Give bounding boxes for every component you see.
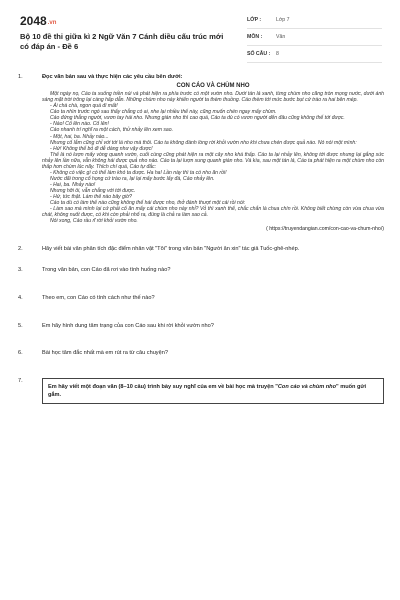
question-3 bbox=[18, 267, 384, 275]
question-number: 1. bbox=[18, 74, 23, 80]
source-citation: ( https://truyendangian.com/con-cao-va-chum-nho/) bbox=[266, 226, 384, 233]
story-paragraph: Cáo đứng thẳng người, vươn tay hái nho. Nhưng giàn nho thì cao quá, Cáo ta dù có vươn người dến đâu cũng không thể tới được. bbox=[50, 115, 345, 122]
story-paragraph: - Hai, ba. Nhảy nào! bbox=[50, 181, 96, 188]
story-paragraph: - Làm sao mà mình lại cứ phải cố ăn mấy cái chùm nho này nhỉ? Vỏ thì xanh thế, chắc chắn là chua chín rồi. Không biết chừng còn vừa chua vừa chát, không nuốt được, có khi còn phải nhổ ra, đúng là chả ra làm sao cả. bbox=[42, 206, 384, 219]
question-list bbox=[18, 74, 384, 404]
question-7 bbox=[18, 378, 384, 404]
meta-row-subject: MÔN : Văn bbox=[247, 29, 382, 46]
story-paragraph: - Không có việc gì có thể làm khó ta được. Ha ha! Lần này thì ta có nho ăn rồi! bbox=[50, 169, 227, 176]
question-heading: Đọc văn bản sau và thực hiện các yêu cầu bên dưới: bbox=[42, 74, 183, 80]
story-paragraph: Nước dãi trong cổ họng cứ trào ra, lại lại mấy bước lấy đà, Cáo nhảy lên. bbox=[50, 175, 215, 182]
story-paragraph: Cáo nhanh trí nghĩ ra một cách, thử nhảy lên xem sao. bbox=[50, 127, 173, 134]
question-text: Trong văn bản, con Cáo đã rơi vào tình huống nào? bbox=[42, 267, 171, 274]
story-title: CON CÁO VÀ CHÙM NHO bbox=[176, 82, 250, 89]
story-text bbox=[42, 91, 384, 224]
question-number: 6. bbox=[18, 350, 23, 357]
question-text: Hãy viết bài văn phân tích đặc điểm nhân vật "Tôi" trong văn bản "Người ăn xin" tác giả Tuốc-ghê-nhép. bbox=[42, 245, 300, 252]
story-paragraph: - Ái chà chà, ngon quá đi mất! bbox=[50, 103, 118, 110]
story-paragraph: - Hứ! Không thể bỏ đi dễ dàng như vậy được! bbox=[50, 145, 153, 152]
question-2 bbox=[18, 246, 384, 254]
question-7-box: Em hãy viết một đoạn văn (8–10 câu) trình bày suy nghĩ của em về bài học mà truyện "Con cáo và chùm nho" muốn gửi gắm. bbox=[42, 378, 384, 404]
site-logo[interactable]: 2048.vn bbox=[20, 14, 57, 28]
document-title: Bộ 10 đề thi giữa kì 2 Ngữ Văn 7 Cánh diều cấu trúc mới có đáp án - Đề 6 bbox=[20, 32, 224, 51]
story-paragraph: Cáo ta dù có làm thế nào cũng không thể hái được nho, thở đánh thượt một cái rồi nói: bbox=[50, 200, 246, 207]
meta-table bbox=[247, 12, 382, 63]
story-paragraph: Nhưng hỡi ôi, vẫn chẳng với tới được. bbox=[50, 187, 136, 194]
question-number: 3. bbox=[18, 267, 23, 274]
question-number: 2. bbox=[18, 245, 23, 252]
story-paragraph: - Nào! Cố lên nào. Cố lên! bbox=[50, 121, 109, 128]
story-paragraph: Thế là nó lượn mấy vòng quanh vườn, cuối cùng cũng phát hiện ra một cây nho khá thấp. Cáo ta lại nhảy lên, không tới được nhưng lại gắng sức nhảy lên lần nữa, vẫn không hái được quả nho nào. Cáo ta lại lượn xung quanh giàn nho. Và kìa, sau một tán lá, Cáo ta phát hiện ra một chùm nho còn thấp hơn chùm lúc nãy. Thích chí quá, Cáo tự đắc: bbox=[42, 151, 384, 170]
question-number: 4. bbox=[18, 295, 23, 301]
question-text: Theo em, con Cáo có tính cách như thế nào? bbox=[42, 295, 155, 301]
story-paragraph: - Hứ, tức thật. Làm thế nào bây giờ? bbox=[50, 193, 133, 200]
story-paragraph: Nói xong, Cáo rầu rĩ rời khỏi vườn nho. bbox=[50, 218, 138, 225]
question-6 bbox=[18, 350, 384, 358]
story-paragraph: Một ngày nọ, Cáo ta xuống triền núi và phát hiện ra phía trước có một vườn nho. Dưới tán lá xanh, từng chùm nho căng tròn mọng nước, dưới ánh sáng mặt trời trông lại càng hấp dẫn. Những chùm nho này khiến người ta thèm thuồng. Cáo thèm tới mức bước bụt cứ trào ra hai bên mép. bbox=[42, 91, 384, 104]
question-number: 7. bbox=[18, 377, 23, 384]
question-5 bbox=[18, 323, 384, 331]
question-text: Bài học tâm đắc nhất mà em rút ra từ câu chuyện? bbox=[42, 350, 168, 357]
story-paragraph: Nhưng cố lắm cũng chỉ với tới lá nho mà thôi. Cáo ta không đành lòng rời khỏi vườn nho khi chưa chén được quả nào. Nó nói một mình: bbox=[50, 139, 357, 146]
question-1 bbox=[18, 74, 384, 234]
question-number: 5. bbox=[18, 322, 23, 329]
meta-row-question-count: SỐ CÂU : 8 bbox=[247, 46, 382, 63]
question-4 bbox=[18, 295, 384, 303]
document-header bbox=[20, 12, 382, 64]
story-paragraph: - Một, hai, ba. Nhảy nào... bbox=[50, 133, 109, 140]
question-text: Em hãy hình dung tâm trạng của con Cáo sau khi rời khỏi vườn nho? bbox=[42, 322, 214, 329]
meta-row-class: LỚP : Lớp 7 bbox=[247, 12, 382, 29]
story-paragraph: Cáo ta nhìn trước ngó sau thấy chẳng có ai, nhe lại nhiều thế này, cũng muốn chén ngay mấy chùm. bbox=[50, 109, 277, 116]
